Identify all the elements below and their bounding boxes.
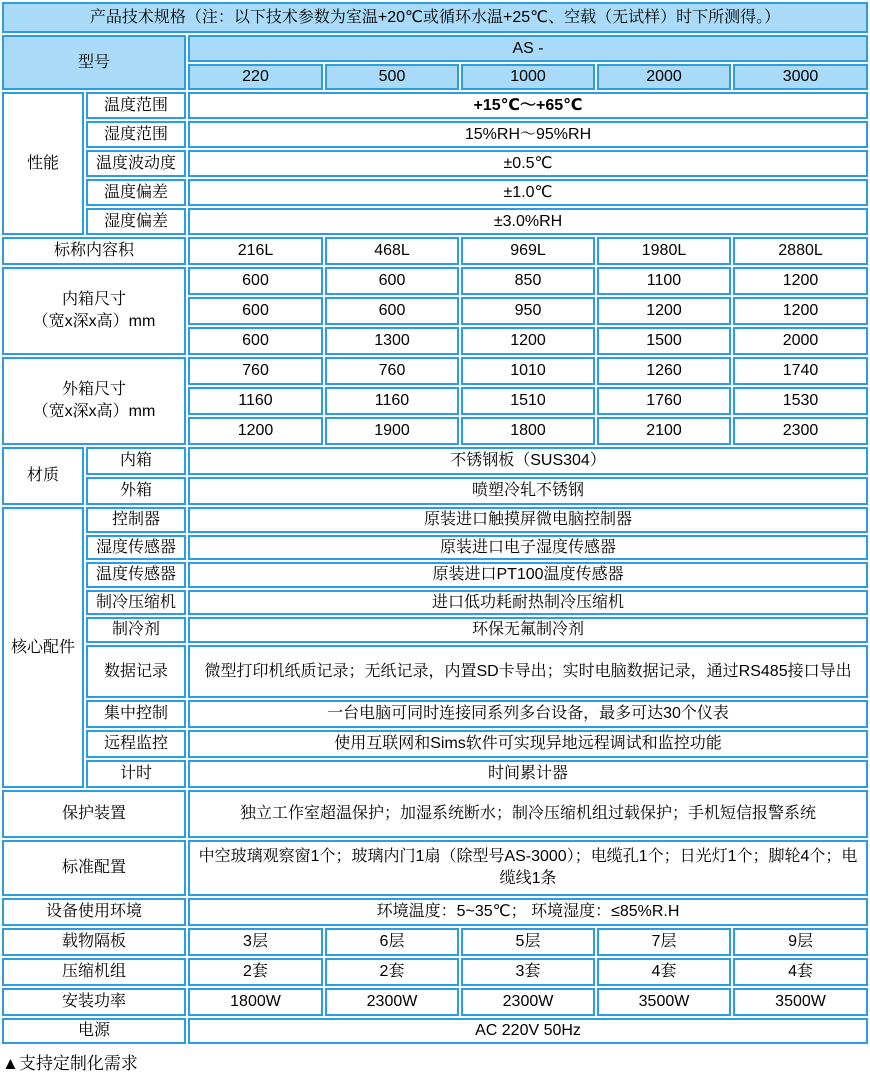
standard-config-label: 标准配置 [2,840,186,896]
performance-param-name: 温度范围 [86,92,186,119]
outer-size-value: 1010 [461,357,595,385]
inner-size-value: 850 [461,267,595,295]
volume-label: 标称内容积 [2,237,186,265]
inner-size-value: 600 [188,327,323,355]
outer-size-value: 1200 [188,417,323,445]
inner-size-value: 1200 [733,267,868,295]
shelf-value: 9层 [733,928,868,956]
compressor-label: 压缩机组 [2,958,186,986]
core-param-name: 计时 [86,760,186,788]
core-param-value: 时间累计器 [188,760,868,788]
outer-size-value: 1760 [597,387,731,415]
compressor-value: 2套 [188,958,323,986]
core-param-value: 原装进口触摸屏微电脑控制器 [188,507,868,533]
outer-size-value: 2100 [597,417,731,445]
inner-size-value: 600 [325,297,459,325]
model-column-header: 3000 [733,64,868,90]
shelves-label: 载物隔板 [2,928,186,956]
inner-size-value: 1100 [597,267,731,295]
performance-param-value: ±3.0%RH [188,208,868,235]
protection-label: 保护装置 [2,790,186,838]
footnote: ▲支持定制化需求 [2,1053,138,1073]
install-power-value: 3500W [597,988,731,1016]
core-param-name: 制冷压缩机 [86,590,186,616]
outer-size-value: 1740 [733,357,868,385]
outer-size-value: 1160 [188,387,323,415]
model-column-header: 1000 [461,64,595,90]
model-header-cell: 型号 [2,35,186,90]
outer-size-label [2,357,186,445]
inner-size-label-line1: 内箱尺寸 [61,291,126,309]
model-column-header: 220 [188,64,323,90]
outer-size-value: 1800 [461,417,595,445]
core-param-name: 控制器 [86,507,186,533]
inner-size-value: 2000 [733,327,868,355]
core-param-value: 使用互联网和Sims软件可实现异地远程调试和监控功能 [188,730,868,758]
inner-size-value: 1200 [733,297,868,325]
material-name: 内箱 [86,447,186,475]
compressor-value: 4套 [733,958,868,986]
core-param-name: 集中控制 [86,700,186,728]
material-value: 不锈钢板（SUS304） [188,447,868,475]
core-param-name: 数据记录 [86,645,186,698]
outer-size-value: 1900 [325,417,459,445]
volume-value: 2880L [733,237,868,265]
performance-param-name: 湿度范围 [86,121,186,148]
outer-size-value: 760 [188,357,323,385]
core-param-name: 制冷剂 [86,617,186,643]
inner-size-value: 1500 [597,327,731,355]
install-power-value: 2300W [461,988,595,1016]
series-header-cell: AS - [188,35,868,62]
power-supply-value: AC 220V 50Hz [188,1018,868,1044]
compressor-value: 3套 [461,958,595,986]
install-power-value: 1800W [188,988,323,1016]
install-power-label: 安装功率 [2,988,186,1016]
inner-size-value: 600 [188,267,323,295]
outer-size-value: 2300 [733,417,868,445]
inner-size-value: 950 [461,297,595,325]
core-param-value: 进口低功耗耐热制冷压缩机 [188,590,868,616]
volume-value: 1980L [597,237,731,265]
model-column-header: 500 [325,64,459,90]
volume-value: 216L [188,237,323,265]
core-param-value: 一台电脑可同时连接同系列多台设备，最多可达30个仪表 [188,700,868,728]
inner-size-label [2,267,186,355]
inner-size-value: 1200 [597,297,731,325]
performance-param-value: 15%RH～95%RH [188,121,868,148]
material-section-label: 材质 [2,447,84,505]
outer-size-label-line1: 外箱尺寸 [61,381,126,399]
core-section-label: 核心配件 [2,507,84,788]
shelf-value: 6层 [325,928,459,956]
shelf-value: 3层 [188,928,323,956]
core-param-name: 远程监控 [86,730,186,758]
install-power-value: 3500W [733,988,868,1016]
outer-size-value: 1530 [733,387,868,415]
core-param-value: 原装进口电子湿度传感器 [188,535,868,561]
inner-size-value: 1200 [461,327,595,355]
performance-param-value: ±0.5℃ [188,150,868,177]
compressor-value: 4套 [597,958,731,986]
shelf-value: 5层 [461,928,595,956]
core-param-value: 原装进口PT100温度传感器 [188,562,868,588]
performance-section-label: 性能 [2,92,84,235]
install-power-value: 2300W [325,988,459,1016]
shelf-value: 7层 [597,928,731,956]
compressor-value: 2套 [325,958,459,986]
volume-value: 468L [325,237,459,265]
spec-title: 产品技术规格（注：以下技术参数为室温+20℃或循环水温+25℃、空载（无试样）时下所测得。） [2,2,868,33]
environment-label: 设备使用环境 [2,898,186,926]
model-column-header: 2000 [597,64,731,90]
outer-size-value: 760 [325,357,459,385]
core-param-value: 环保无氟制冷剂 [188,617,868,643]
inner-size-label-line2: （宽x深x高）mm [32,313,156,330]
volume-value: 969L [461,237,595,265]
outer-size-value: 1160 [325,387,459,415]
core-param-name: 湿度传感器 [86,535,186,561]
inner-size-value: 1300 [325,327,459,355]
protection-value: 独立工作室超温保护；加湿系统断水；制冷压缩机组过载保护；手机短信报警系统 [188,790,868,838]
performance-param-value: ±1.0℃ [188,179,868,206]
performance-param-name: 温度波动度 [86,150,186,177]
outer-size-value: 1510 [461,387,595,415]
core-param-value: 微型打印机纸质记录；无纸记录，内置SD卡导出；实时电脑数据记录，通过RS485接口导出 [188,645,868,698]
material-value: 喷塑冷轧不锈钢 [188,477,868,505]
inner-size-value: 600 [188,297,323,325]
environment-value: 环境温度：5~35℃； 环境湿度：≤85%R.H [188,898,868,926]
material-name: 外箱 [86,477,186,505]
outer-size-value: 1260 [597,357,731,385]
core-param-name: 温度传感器 [86,562,186,588]
outer-size-label-line2: （宽x深x高）mm [32,403,156,420]
performance-param-value: +15℃～+65℃ [188,92,868,119]
performance-param-name: 湿度偏差 [86,208,186,235]
performance-param-name: 温度偏差 [86,179,186,206]
standard-config-value: 中空玻璃观察窗1个；玻璃内门1扇（除型号AS-3000）；电缆孔1个；日光灯1个；脚轮4个；电缆线1条 [188,840,868,896]
inner-size-value: 600 [325,267,459,295]
power-supply-label: 电源 [2,1018,186,1044]
